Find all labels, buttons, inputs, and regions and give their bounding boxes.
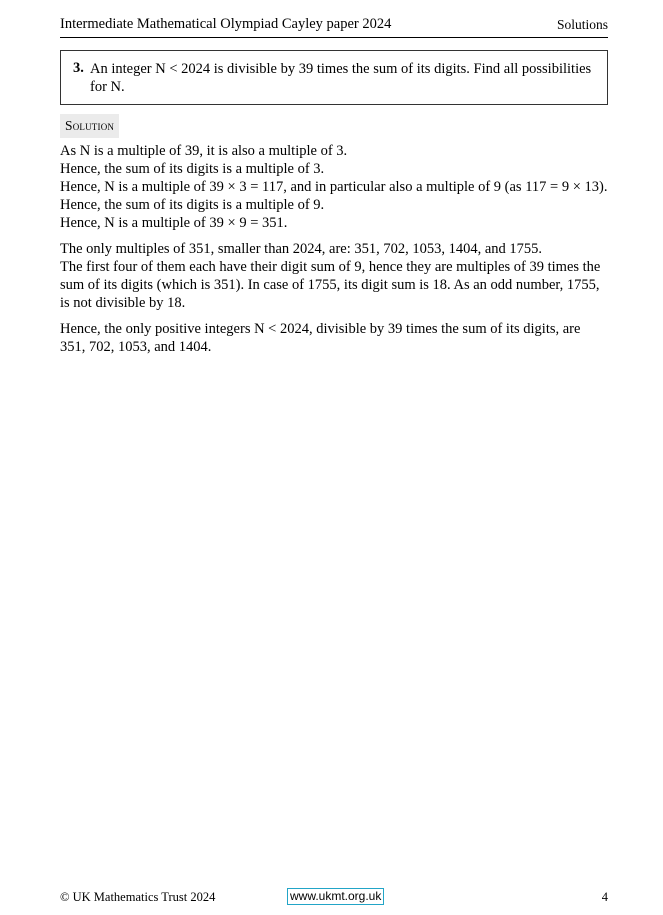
solution-paragraph <box>60 240 608 312</box>
solution-line: Hence, N is a multiple of 39 × 3 = 117, and in particular also a multiple of 9 (as 117 = 9 × 13). <box>60 179 608 195</box>
multiples-list: The only multiples of 351, smaller than 2024, are: 351, 702, 1053, 1404, and 1755. <box>60 241 543 257</box>
section-label: Solutions <box>556 17 608 32</box>
solution-heading: Solution <box>60 114 119 138</box>
solution-line: Hence, N is a multiple of 39 × 9 = 351. <box>60 215 288 231</box>
paper-title: Intermediate Mathematical Olympiad Cayley paper 2024 <box>60 16 392 32</box>
problem-box <box>60 50 608 105</box>
page-footer <box>60 887 608 907</box>
page-number: 4 <box>601 890 608 904</box>
solution-line: Hence, the sum of its digits is a multiple of 9. <box>60 197 325 213</box>
solution-line: Hence, the sum of its digits is a multiple of 3. <box>60 161 325 177</box>
solution-line: As N is a multiple of 39, it is also a multiple of 3. <box>60 143 348 159</box>
solution-conclusion: Hence, the only positive integers N < 2024, divisible by 39 times the sum of its digits, are 351, 702, 1053, and 1404. <box>60 321 581 355</box>
copyright-notice: © UK Mathematics Trust 2024 <box>60 890 216 904</box>
problem-number: 3. <box>73 60 84 76</box>
ukmt-website-link[interactable]: www.ukmt.org.uk <box>287 888 384 905</box>
problem-statement: An integer N < 2024 is divisible by 39 times the sum of its digits. Find all possibilities for N. <box>90 61 592 95</box>
solution-body <box>60 142 608 356</box>
digit-sum-argument: The first four of them each have their digit sum of 9, hence they are multiples of 39 times the sum of its digits (which is 351). In case of 1755, its digit sum is 18. As an odd number, 1755, is not divisible by 18. <box>60 259 601 311</box>
page-header <box>60 15 608 38</box>
